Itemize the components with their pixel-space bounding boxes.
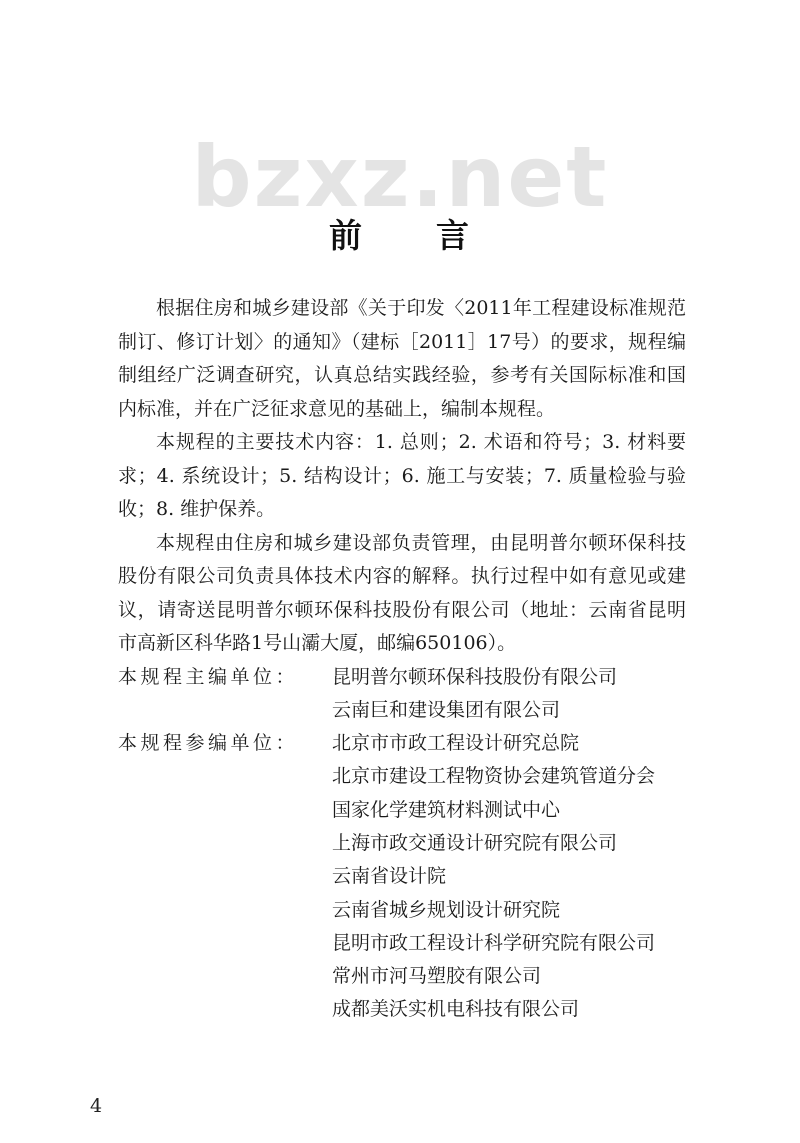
participating-unit-item: 上海市政交通设计研究院有限公司 [332, 831, 618, 854]
paragraph-basis: 根据住房和城乡建设部《关于印发〈2011年工程建设标准规范制订、修订计划〉的通知》（建标［2011］17号）的要求，规程编制组经广泛调查研究，认真总结实践经验，参考有关国际标准和国内标准，并在广泛征求意见的基础上，编制本规程。 [118, 297, 686, 420]
participating-unit-item: 云南省设计院 [332, 865, 447, 888]
participating-unit-item: 北京市市政工程设计研究总院 [332, 732, 580, 755]
paragraph-contents: 本规程的主要技术内容：1. 总则；2. 术语和符号；3. 材料要求；4. 系统设计；5. 结构设计；6. 施工与安装；7. 质量检验与验收；8. 维护保养。 [118, 431, 686, 520]
participating-unit-item: 云南省城乡规划设计研究院 [332, 898, 561, 921]
participating-units-label: 本规程参编单位： [118, 732, 299, 755]
paragraph-management: 本规程由住房和城乡建设部负责管理，由昆明普尔顿环保科技股份有限公司负责具体技术内容的解释。执行过程中如有意见或建议，请寄送昆明普尔顿环保科技股份有限公司（地址：云南省昆明市高新区科华路1号山灞大厦，邮编650106）。 [118, 531, 686, 654]
preface-body [118, 292, 686, 1027]
participating-unit-item: 成都美沃实机电科技有限公司 [332, 998, 580, 1021]
chief-units-label: 本规程主编单位： [118, 665, 299, 688]
page-title [0, 210, 800, 257]
participating-unit-item: 昆明市政工程设计科学研究院有限公司 [332, 931, 656, 954]
participating-units-block [118, 727, 686, 1027]
participating-unit-item: 常州市河马塑胶有限公司 [332, 965, 542, 988]
watermark: bzxz.net [191, 128, 609, 226]
units-section [118, 661, 686, 1027]
chief-unit-item: 昆明普尔顿环保科技股份有限公司 [332, 665, 618, 688]
page-number: 4 [90, 1095, 103, 1117]
chief-unit-item: 云南巨和建设集团有限公司 [332, 698, 561, 721]
participating-unit-item: 北京市建设工程物资协会建筑管道分会 [332, 765, 656, 788]
chief-units-list [332, 661, 686, 728]
title-char-2: 言 [436, 216, 471, 255]
participating-units-list [332, 727, 686, 1027]
title-char-1: 前 [329, 216, 364, 255]
chief-units-block [118, 661, 686, 728]
participating-unit-item: 国家化学建筑材料测试中心 [332, 798, 561, 821]
